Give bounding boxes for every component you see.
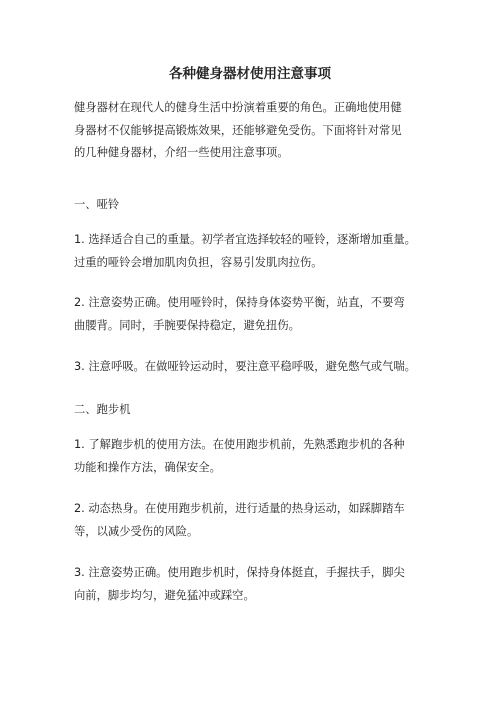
intro-line: 健身器材在现代人的健身生活中扮演着重要的角色。正确地使用健 (74, 101, 402, 114)
item-line: 等，以减少受伤的风险。 (74, 524, 199, 538)
treadmill-item-2 (74, 498, 430, 543)
section-heading-dumbbell: 一、哑铃 (74, 198, 120, 211)
intro-line: 身器材不仅能够提高锻炼效果，还能够避免受伤。下面将针对常见 (74, 123, 402, 137)
intro-line: 的几种健身器材，介绍一些使用注意事项。 (74, 146, 289, 159)
section-heading-treadmill: 二、跑步机 (74, 403, 131, 416)
treadmill-item-1 (74, 434, 430, 479)
item-line: 2. 注意姿势正确。使用哑铃时，保持身体姿势平衡，站直，不要弯 (74, 296, 405, 309)
item-line: 3. 注意姿势正确。使用跑步机时，保持身体挺直，手握扶手，脚尖 (74, 566, 405, 579)
item-line: 3. 注意呼吸。在做哑铃运动时，要注意平稳呼吸，避免憋气或气喘。 (74, 360, 416, 373)
dumbbell-item-2 (74, 292, 430, 337)
item-line: 1. 选择适合自己的重量。初学者宜选择较轻的哑铃，逐渐增加重量。 (74, 233, 416, 246)
item-line: 过重的哑铃会增加肌肉负担，容易引发肌肉拉伤。 (74, 255, 323, 269)
item-line: 向前，脚步均匀，避免猛冲或踩空。 (74, 588, 255, 602)
document-title: 各种健身器材使用注意事项 (169, 66, 331, 82)
item-line: 1. 了解跑步机的使用方法。在使用跑步机前，先熟悉跑步机的各种 (74, 438, 405, 451)
item-line: 功能和操作方法，确保安全。 (74, 460, 221, 474)
intro-paragraph (74, 97, 430, 165)
item-line: 2. 动态热身。在使用跑步机前，进行适量的热身运动，如踩脚踏车 (74, 502, 405, 515)
dumbbell-item-1 (74, 229, 430, 274)
treadmill-item-3 (74, 562, 430, 607)
dumbbell-item-3 (74, 356, 430, 379)
item-line: 曲腰背。同时，手腕要保持稳定，避免扭伤。 (74, 318, 300, 332)
